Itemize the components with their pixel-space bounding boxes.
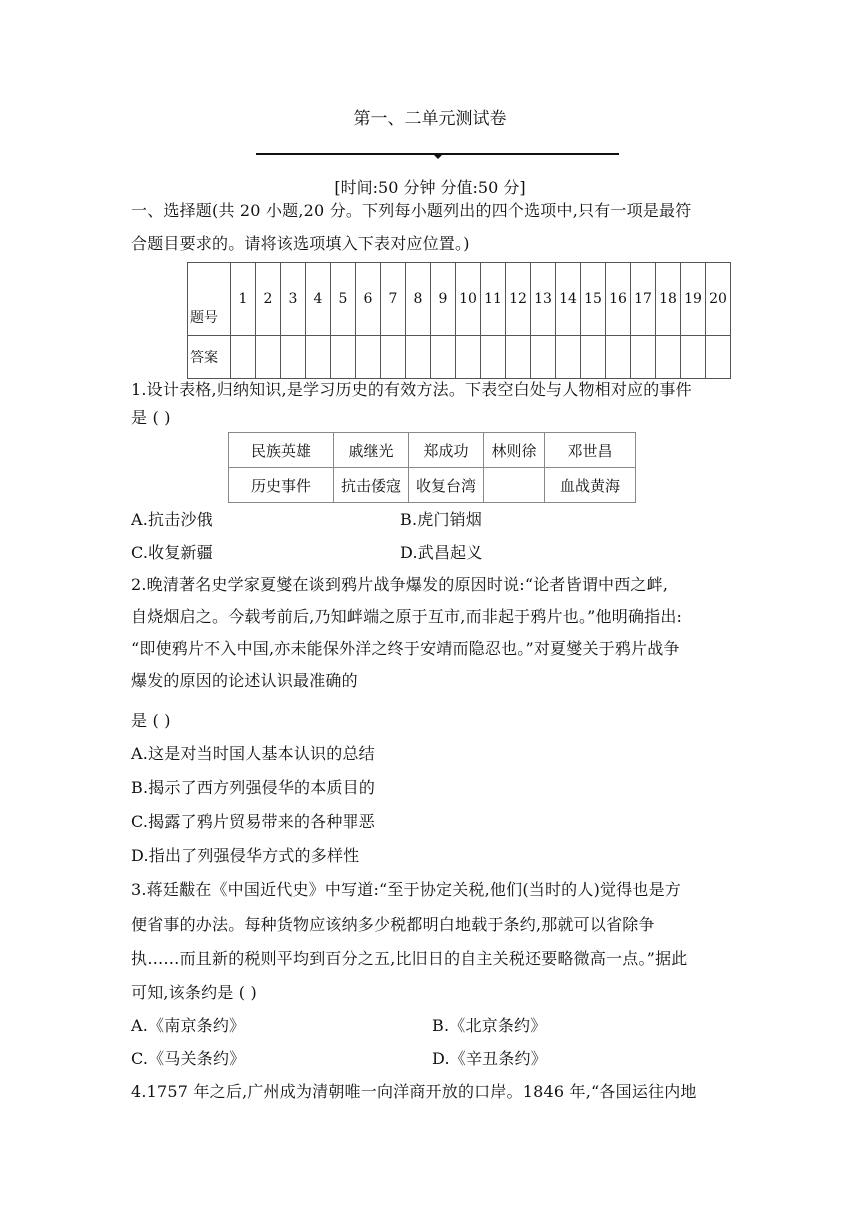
q1-option-d: D.武昌起义 <box>400 543 483 562</box>
q3-line2: 便省事的办法。每种货物应该纳多少税都明白地载于条约,那就可以省除争 <box>131 915 655 934</box>
divider-marker <box>432 153 444 159</box>
question-number-cell: 18 <box>656 263 681 336</box>
answer-cell[interactable] <box>256 336 281 379</box>
question-number-cell: 12 <box>506 263 531 336</box>
q2-line2: 自烧烟启之。今载考前后,乃知衅端之原于互市,而非起于鸦片也。”他明确指出: <box>131 607 683 626</box>
q3-option-d: D.《辛丑条约》 <box>432 1049 547 1068</box>
answer-cell[interactable] <box>356 336 381 379</box>
question-number-cell: 16 <box>606 263 631 336</box>
event-cell-blank <box>484 468 545 503</box>
question-number-cell: 11 <box>481 263 506 336</box>
section-intro-line2: 合题目要求的。请将该选项填入下表对应位置。) <box>131 234 470 253</box>
answer-cell[interactable] <box>231 336 256 379</box>
question-number-cell: 9 <box>431 263 456 336</box>
q2-option-d: D.指出了列强侵华方式的多样性 <box>131 846 360 865</box>
hero-name-cell: 戚继光 <box>334 433 409 468</box>
question-number-cell: 13 <box>531 263 556 336</box>
q2-option-a: A.这是对当时国人基本认识的总结 <box>131 744 375 763</box>
question-number-cell: 1 <box>231 263 256 336</box>
answer-cell[interactable] <box>556 336 581 379</box>
q3-option-a: A.《南京条约》 <box>131 1016 246 1035</box>
q2-line3: “即使鸦片不入中国,亦未能保外洋之终于安靖而隐忍也。”对夏燮关于鸦片战争 <box>131 639 680 658</box>
answer-cell[interactable] <box>481 336 506 379</box>
question-number-cell: 19 <box>681 263 706 336</box>
answer-cell[interactable] <box>656 336 681 379</box>
question-number-cell: 3 <box>281 263 306 336</box>
q2-option-b: B.揭示了西方列强侵华的本质目的 <box>131 778 376 797</box>
question-number-cell: 14 <box>556 263 581 336</box>
answer-cell[interactable] <box>706 336 731 379</box>
event-row <box>229 468 636 503</box>
question-number-cell: 7 <box>381 263 406 336</box>
answer-cell[interactable] <box>306 336 331 379</box>
question-number-cell: 10 <box>456 263 481 336</box>
q3-line3: 执……而且新的税则平均到百分之五,比旧日的自主关税还要略微高一点。”据此 <box>131 949 688 968</box>
page-title: 第一、二单元测试卷 <box>353 109 507 129</box>
question-number-cell: 8 <box>406 263 431 336</box>
q3-option-b: B.《北京条约》 <box>432 1016 547 1035</box>
hero-row <box>229 433 636 468</box>
question-number-cell: 15 <box>581 263 606 336</box>
answer-table-answer-row <box>188 336 731 379</box>
event-header-cell: 历史事件 <box>229 468 334 503</box>
hero-name-cell: 邓世昌 <box>545 433 636 468</box>
q1-option-c: C.收复新疆 <box>131 543 213 562</box>
question-number-cell: 2 <box>256 263 281 336</box>
q4-line1: 4.1757 年之后,广州成为清朝唯一向洋商开放的口岸。1846 年,“各国运往内地 <box>131 1082 697 1101</box>
hero-header-cell: 民族英雄 <box>229 433 334 468</box>
q2-line1: 2.晚清著名史学家夏燮在谈到鸦片战争爆发的原因时说:“论者皆谓中西之衅, <box>131 575 669 594</box>
q1-stem-line2: 是 ( ) <box>131 408 171 427</box>
answer-cell[interactable] <box>531 336 556 379</box>
hero-event-table <box>228 432 636 503</box>
answer-table <box>187 262 731 379</box>
time-info: [时间:50 分钟 分值:50 分] <box>334 178 526 197</box>
q1-stem-line1: 1.设计表格,归纳知识,是学习历史的有效方法。下表空白处与人物相对应的事件 <box>131 380 692 399</box>
q3-option-c: C.《马关条约》 <box>131 1049 246 1068</box>
q3-line1: 3.蒋廷黻在《中国近代史》中写道:“至于协定关税,他们(当时的人)觉得也是方 <box>131 880 682 899</box>
answer-table-number-row <box>188 263 731 336</box>
answer-cell[interactable] <box>681 336 706 379</box>
q2-option-c: C.揭露了鸦片贸易带来的各种罪恶 <box>131 812 375 831</box>
hero-name-cell: 郑成功 <box>409 433 484 468</box>
answer-label: 答案 <box>188 336 231 379</box>
answer-cell[interactable] <box>331 336 356 379</box>
q1-option-b: B.虎门销烟 <box>400 510 483 529</box>
answer-cell[interactable] <box>381 336 406 379</box>
section-intro-line1: 一、选择题(共 20 小题,20 分。下列每小题列出的四个选项中,只有一项是最符 <box>131 201 692 220</box>
answer-cell[interactable] <box>406 336 431 379</box>
answer-cell[interactable] <box>281 336 306 379</box>
question-number-label: 题号 <box>188 263 231 336</box>
question-number-cell: 6 <box>356 263 381 336</box>
q3-line4: 可知,该条约是 ( ) <box>131 983 257 1002</box>
answer-cell[interactable] <box>631 336 656 379</box>
event-cell: 血战黄海 <box>545 468 636 503</box>
answer-cell[interactable] <box>581 336 606 379</box>
question-number-cell: 5 <box>331 263 356 336</box>
question-number-cell: 20 <box>706 263 731 336</box>
q1-option-a: A.抗击沙俄 <box>131 510 213 529</box>
answer-cell[interactable] <box>606 336 631 379</box>
q2-line4: 爆发的原因的论述认识最准确的 <box>131 671 358 690</box>
hero-name-cell: 林则徐 <box>484 433 545 468</box>
event-cell: 抗击倭寇 <box>334 468 409 503</box>
answer-cell[interactable] <box>506 336 531 379</box>
answer-cell[interactable] <box>456 336 481 379</box>
q2-line5: 是 ( ) <box>131 711 171 730</box>
event-cell: 收复台湾 <box>409 468 484 503</box>
answer-cell[interactable] <box>431 336 456 379</box>
question-number-cell: 4 <box>306 263 331 336</box>
question-number-cell: 17 <box>631 263 656 336</box>
